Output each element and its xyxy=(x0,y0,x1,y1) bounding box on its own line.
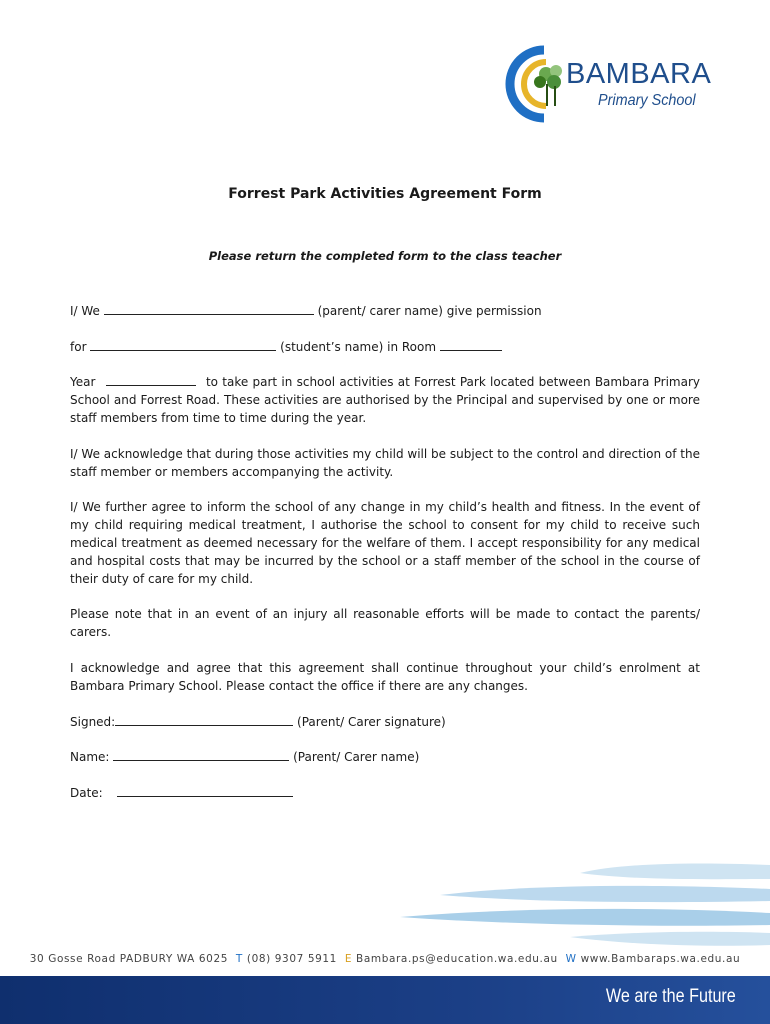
page-title: Forrest Park Activities Agreement Form xyxy=(228,186,542,202)
date-line xyxy=(70,784,293,800)
room-field[interactable] xyxy=(440,338,502,351)
logo-title: BAMBARA xyxy=(566,58,712,90)
parent-permission-line xyxy=(70,302,542,318)
logo-subtitle: Primary School xyxy=(598,92,696,109)
name-label: Name: xyxy=(70,750,110,764)
parent-name-field[interactable] xyxy=(104,302,314,315)
student-line xyxy=(70,338,502,354)
paragraph-injury: Please note that in an event of an injury all reasonable efforts will be made to contact the parents/ carers. xyxy=(70,607,700,639)
line1-suffix: (parent/ carer name) give permission xyxy=(317,304,542,318)
signed-suffix: (Parent/ Carer signature) xyxy=(297,715,446,729)
address-text: 30 Gosse Road PADBURY WA 6025 xyxy=(29,953,229,965)
paragraph-1-text: to take part in school activities at Forrest Park located between Bambara Primary School and Forrest Road. These activities are authorised by the Principal and supervised by one or more staff members from time to time during the year. xyxy=(70,375,700,425)
phone-text: (08) 9307 5911 xyxy=(246,953,337,965)
date-field[interactable] xyxy=(117,784,293,797)
contact-footer xyxy=(0,953,770,965)
carer-name-field[interactable] xyxy=(113,748,289,761)
signature-field[interactable] xyxy=(115,713,293,726)
signed-line xyxy=(70,713,446,729)
email-text[interactable]: Bambara.ps@education.wa.edu.au xyxy=(356,953,558,965)
line2-prefix: for xyxy=(70,340,87,354)
paragraph-enrolment: I acknowledge and agree that this agreement shall continue throughout your child’s enrolment at Bambara Primary School. Please contact the office if there are any changes. xyxy=(70,661,700,693)
school-logo-tree-icon xyxy=(504,44,574,124)
footer-banner xyxy=(0,976,770,1024)
name-suffix: (Parent/ Carer name) xyxy=(293,750,420,764)
date-label: Date: xyxy=(70,786,103,800)
name-line xyxy=(70,748,419,764)
paragraph-acknowledge: I/ We acknowledge that during those activities my child will be subject to the control and direction of the staff member or members accompanying the activity. xyxy=(70,447,700,479)
phone-key: T xyxy=(235,953,243,965)
paragraph-medical: I/ We further agree to inform the school of any change in my child’s health and fitness. In the event of my child requiring medical treatment, I authorise the school to consent for my child to receive such medical treatment as deemed necessary for the welfare of them. I accept responsibility for any medical and hospital costs that may be incurred by the school or a staff member of the school in the course of their duty of care for my child. xyxy=(70,500,700,586)
paragraph-activities xyxy=(70,373,700,427)
year-field[interactable] xyxy=(106,373,196,386)
website-text[interactable]: www.Bambaraps.wa.edu.au xyxy=(580,953,741,965)
line2-middle: (student’s name) in Room xyxy=(280,340,437,354)
website-key: W xyxy=(565,953,577,965)
email-key: E xyxy=(344,953,353,965)
page-subtitle: Please return the completed form to the class teacher xyxy=(208,249,562,263)
school-logo xyxy=(504,44,744,124)
signed-label: Signed: xyxy=(70,715,116,729)
tagline: We are the Future xyxy=(606,986,736,1007)
decorative-waves xyxy=(400,855,770,950)
line1-prefix: I/ We xyxy=(70,304,100,318)
year-prefix: Year xyxy=(70,375,96,389)
student-name-field[interactable] xyxy=(90,338,276,351)
